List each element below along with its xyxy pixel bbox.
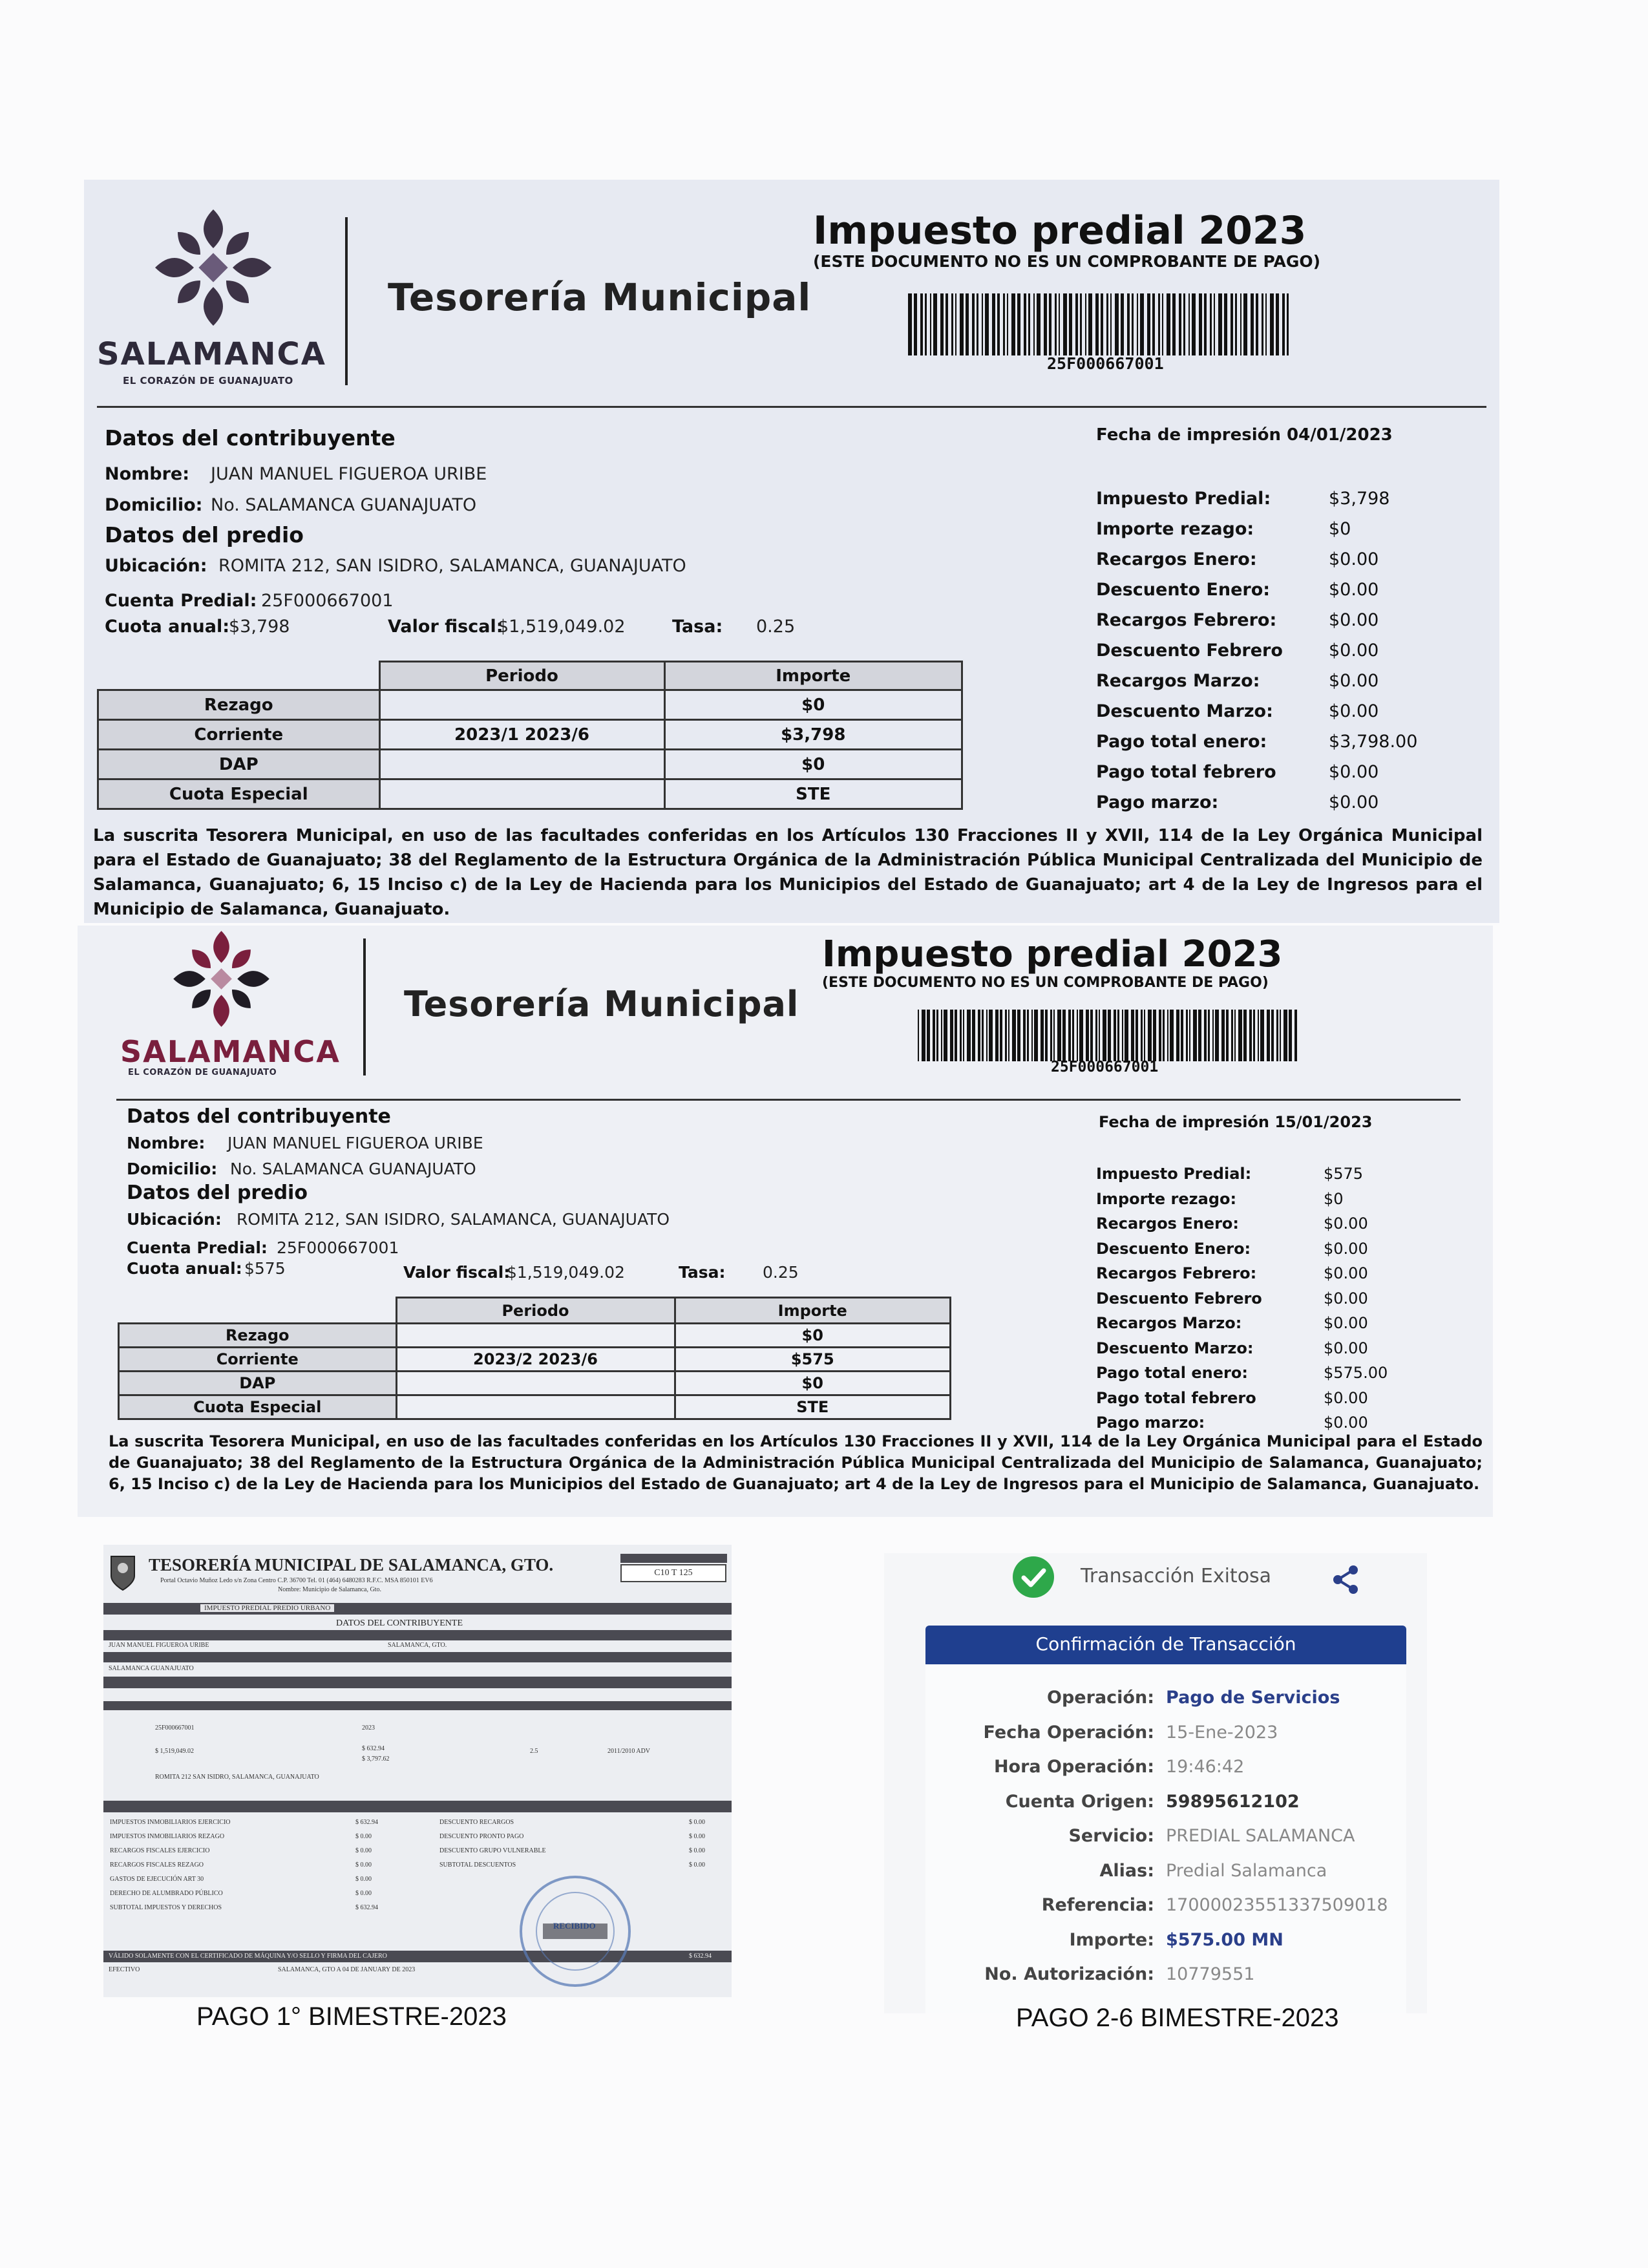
receipt-address: Portal Octavio Muñoz Ledo s/n Zona Centro C.P. 36700 Tel. 01 (464) 6480283 R.F.C. MSA 850101 EV6: [160, 1577, 433, 1584]
rate-value: 0.25: [756, 617, 796, 637]
charge-value: $ 0.00: [355, 1847, 372, 1854]
concept-cell: Rezago: [98, 690, 380, 720]
concept-text: IMPUESTO PREDIAL PREDIO URBANO: [200, 1604, 334, 1612]
summary-label: Recargos Febrero:: [1096, 1264, 1257, 1282]
receipt-value: $ 1,519,049.02: [155, 1748, 194, 1755]
property-heading: Datos del predio: [127, 1182, 308, 1204]
account-number: 25F000667001: [277, 1238, 399, 1257]
fiscal-value: $1,519,049.02: [507, 1263, 625, 1282]
fiscal-value: $1,519,049.02: [498, 617, 626, 637]
barcode-icon: [918, 1010, 1300, 1061]
name-label: Nombre:: [105, 464, 190, 484]
summary-value: $0.00: [1324, 1414, 1368, 1432]
concept-cell: DAP: [119, 1372, 397, 1395]
summary-value: $0.00: [1324, 1264, 1368, 1282]
amount-cell: $575: [675, 1348, 951, 1372]
transaction-label: Cuenta Origen:: [1005, 1791, 1154, 1812]
charge-label: RECARGOS FISCALES EJERCICIO: [110, 1847, 210, 1854]
summary-value: $0.00: [1324, 1289, 1368, 1308]
charge-value: $ 0.00: [355, 1890, 372, 1897]
summary-value: $0: [1324, 1189, 1344, 1208]
summary-value: $0.00: [1324, 1388, 1368, 1407]
summary-value: $0.00: [1329, 610, 1379, 630]
transaction-label: Servicio:: [1068, 1826, 1154, 1846]
seal-stamp-icon: [517, 1873, 633, 1989]
summary-value: $0.00: [1329, 641, 1379, 661]
doc-subtitle: (ESTE DOCUMENTO NO ES UN COMPROBANTE DE PAGO): [813, 252, 1321, 271]
receipt-account: 25F000667001: [155, 1724, 195, 1732]
amount-cell: $0: [664, 690, 962, 720]
amount-cell: STE: [675, 1395, 951, 1419]
transaction-value: 15-Ene-2023: [1166, 1722, 1278, 1743]
concept-cell: Cuota Especial: [119, 1395, 397, 1419]
fiscal-label: Valor fiscal:: [388, 617, 503, 637]
doc-subtitle: (ESTE DOCUMENTO NO ES UN COMPROBANTE DE PAGO): [822, 975, 1269, 991]
amount-cell: $0: [675, 1324, 951, 1348]
summary-value: $575: [1324, 1165, 1364, 1183]
receipt-name-line: Nombre: Municipio de Salamanca, Gto.: [278, 1586, 381, 1593]
transaction-label: Alias:: [1099, 1860, 1154, 1881]
city-date: SALAMANCA, GTO A 04 DE JANUARY DE 2023: [278, 1966, 416, 1973]
summary-value: $0.00: [1329, 671, 1379, 691]
charge-label: GASTOS DE EJECUCIÓN ART 30: [110, 1876, 204, 1883]
share-icon[interactable]: [1329, 1562, 1364, 1597]
summary-label: Descuento Febrero: [1096, 641, 1283, 661]
concept-bar: [103, 1603, 732, 1615]
header-rule: [116, 1099, 1461, 1101]
period-cell: [379, 690, 664, 720]
summary-label: Impuesto Predial:: [1096, 1165, 1252, 1183]
section-title: DATOS DEL CONTRIBUYENTE: [336, 1618, 463, 1628]
period-cell: [396, 1395, 675, 1419]
caption-first-payment: PAGO 1° BIMESTRE-2023: [196, 2002, 507, 2031]
account-label: Cuenta Predial:: [105, 591, 257, 611]
summary-label: Importe rezago:: [1096, 1189, 1237, 1208]
valid-note: VÁLIDO SOLAMENTE CON EL CERTIFICADO DE MÁQUINA Y/O SELLO Y FIRMA DEL CAJERO: [109, 1953, 387, 1960]
charge-value: $ 632.94: [355, 1904, 378, 1911]
barcode-number: 25F000667001: [1047, 354, 1164, 373]
period-cell: [379, 750, 664, 779]
concept-cell: Cuota Especial: [98, 779, 380, 809]
summary-value: $0.00: [1324, 1314, 1368, 1332]
amount-cell: $0: [664, 750, 962, 779]
receipt-emission: 2023: [362, 1724, 375, 1732]
summary-label: Pago total febrero: [1096, 762, 1276, 782]
concept-cell: Rezago: [119, 1324, 397, 1348]
taxpayer-address: No. SALAMANCA GUANAJUATO: [230, 1160, 476, 1178]
coat-of-arms-icon: [109, 1554, 137, 1591]
rate-label: Tasa:: [679, 1263, 726, 1282]
amount-header: Importe: [675, 1298, 951, 1324]
property-location: ROMITA 212, SAN ISIDRO, SALAMANCA, GUANAJUATO: [237, 1210, 670, 1229]
summary-label: Recargos Enero:: [1096, 549, 1257, 569]
concept-cell: DAP: [98, 750, 380, 779]
period-table: [97, 661, 963, 810]
concept-cell: Corriente: [98, 720, 380, 750]
address-label: Domicilio:: [105, 495, 203, 515]
doc-title: Impuesto predial 2023: [813, 208, 1307, 253]
header-divider: [345, 217, 348, 385]
taxes-bar: [103, 1801, 732, 1812]
summary-label: Descuento Enero:: [1096, 580, 1271, 600]
barcode-number: 25F000667001: [1051, 1059, 1159, 1076]
print-date: Fecha de impresión 15/01/2023: [1099, 1113, 1373, 1131]
transaction-value: 17000023551337509018: [1166, 1895, 1388, 1915]
office-name: Tesorería Municipal: [388, 275, 812, 319]
rate-label: Tasa:: [672, 617, 723, 637]
address-label: Domicilio:: [127, 1160, 218, 1178]
property-heading: Datos del predio: [105, 522, 304, 547]
header-rule: [97, 406, 1486, 408]
data-bar: [103, 1701, 732, 1710]
confirmation-header-text: Confirmación de Transacción: [1035, 1633, 1296, 1655]
amount-cell: $3,798: [664, 720, 962, 750]
period-cell: 2023/2 2023/6: [396, 1348, 675, 1372]
summary-label: Impuesto Predial:: [1096, 489, 1271, 509]
taxpayer-name: JUAN MANUEL FIGUEROA URIBE: [211, 464, 487, 484]
logo-tagline: EL CORAZÓN DE GUANAJUATO: [128, 1068, 277, 1077]
receipt-address-value: SALAMANCA GUANAJUATO: [109, 1665, 194, 1672]
charge-value: $ 0.00: [355, 1876, 372, 1883]
annual-label: Cuota anual:: [127, 1259, 242, 1278]
status-text: Transacción Exitosa: [1081, 1565, 1272, 1587]
summary-value: $3,798: [1329, 489, 1390, 509]
salamanca-logo-icon: [168, 926, 275, 1032]
summary-label: Descuento Marzo:: [1096, 1339, 1254, 1357]
summary-value: $3,798.00: [1329, 732, 1418, 752]
folio-number: C10 T 125: [620, 1564, 726, 1582]
period-table: [118, 1297, 951, 1420]
period-header: Periodo: [396, 1298, 675, 1324]
summary-label: Recargos Marzo:: [1096, 1314, 1242, 1332]
charge-label: IMPUESTOS INMOBILIARIOS EJERCICIO: [110, 1819, 231, 1826]
print-date: Fecha de impresión 04/01/2023: [1096, 425, 1393, 445]
header-divider: [363, 938, 366, 1076]
receipt-city: SALAMANCA, GTO.: [388, 1642, 447, 1649]
summary-label: Descuento Enero:: [1096, 1239, 1251, 1258]
concept-period-bar: [103, 1677, 732, 1688]
barcode-icon: [908, 293, 1296, 355]
account-number: 25F000667001: [261, 591, 394, 611]
receipt-rate: 2.5: [530, 1748, 538, 1755]
annual-label: Cuota anual:: [105, 617, 230, 637]
name-label: Nombre:: [127, 1134, 206, 1152]
receipt-amount-1: $ 632.94: [362, 1745, 385, 1752]
summary-label: Pago total febrero: [1096, 1388, 1256, 1407]
discount-value: $ 0.00: [689, 1861, 705, 1869]
summary-value: $0.00: [1329, 762, 1379, 782]
mobile-payment-confirmation: [884, 1553, 1427, 2013]
annual-fee: $3,798: [229, 617, 290, 637]
check-circle-icon: [1009, 1553, 1057, 1601]
taxpayer-bar: [103, 1630, 732, 1640]
summary-label: Pago marzo:: [1096, 1414, 1205, 1432]
logo-name: SALAMANCA: [120, 1034, 341, 1069]
summary-label: Recargos Febrero:: [1096, 610, 1277, 630]
summary-value: $0.00: [1329, 580, 1379, 600]
summary-value: $0.00: [1324, 1339, 1368, 1357]
logo-name: SALAMANCA: [97, 336, 326, 372]
period-cell: [396, 1372, 675, 1395]
discount-label: DESCUENTO PRONTO PAGO: [439, 1833, 524, 1840]
transaction-label: Operación:: [1047, 1688, 1154, 1708]
transaction-label: Hora Operación:: [993, 1757, 1154, 1777]
discount-label: DESCUENTO RECARGOS: [439, 1819, 514, 1826]
discount-label: DESCUENTO GRUPO VULNERABLE: [439, 1847, 546, 1854]
summary-value: $0.00: [1329, 701, 1379, 721]
transaction-value: 19:46:42: [1166, 1757, 1245, 1777]
taxpayer-heading: Datos del contribuyente: [105, 425, 396, 450]
location-label: Ubicación:: [127, 1210, 222, 1229]
transaction-value: $575.00 MN: [1166, 1929, 1284, 1950]
receipt-location: ROMITA 212 SAN ISIDRO, SALAMANCA, GUANAJUATO: [155, 1774, 319, 1781]
amount-header: Importe: [664, 662, 962, 690]
transaction-value: 10779551: [1166, 1964, 1255, 1984]
receipt-amount-2: $ 3,797.62: [362, 1755, 390, 1763]
charge-value: $ 0.00: [355, 1861, 372, 1869]
discount-value: $ 0.00: [689, 1847, 705, 1854]
amount-cell: STE: [664, 779, 962, 809]
period-cell: [379, 779, 664, 809]
taxpayer-heading: Datos del contribuyente: [127, 1105, 391, 1128]
amount-cell: $0: [675, 1372, 951, 1395]
summary-label: Pago total enero:: [1096, 732, 1267, 752]
summary-label: Recargos Marzo:: [1096, 671, 1260, 691]
annual-fee: $575: [244, 1259, 286, 1278]
doc-title: Impuesto predial 2023: [822, 933, 1283, 975]
summary-value: $0: [1329, 519, 1351, 539]
stamp-text: RECIBIDO: [553, 1921, 596, 1931]
transaction-label: Importe:: [1069, 1929, 1154, 1950]
transaction-label: No. Autorización:: [984, 1964, 1154, 1984]
transaction-label: Referencia:: [1041, 1895, 1154, 1915]
transaction-value: Pago de Servicios: [1166, 1688, 1340, 1708]
period-cell: [396, 1324, 675, 1348]
summary-label: Descuento Febrero: [1096, 1289, 1262, 1308]
concept-cell: Corriente: [119, 1348, 397, 1372]
charge-value: $ 0.00: [355, 1833, 372, 1840]
blank-header-cell: [98, 662, 380, 690]
summary-label: Recargos Enero:: [1096, 1214, 1240, 1233]
discount-label: SUBTOTAL DESCUENTOS: [439, 1861, 516, 1869]
summary-label: Descuento Marzo:: [1096, 701, 1273, 721]
address-bar: [103, 1652, 732, 1662]
account-label: Cuenta Predial:: [127, 1238, 268, 1257]
payment-receipt-scan: [103, 1545, 732, 1997]
rate-value: 0.25: [763, 1263, 799, 1282]
summary-label: Pago marzo:: [1096, 792, 1219, 812]
office-name: Tesorería Municipal: [404, 984, 799, 1024]
charge-label: SUBTOTAL IMPUESTOS Y DERECHOS: [110, 1904, 222, 1911]
period-cell: 2023/1 2023/6: [379, 720, 664, 750]
location-label: Ubicación:: [105, 556, 207, 576]
charge-label: RECARGOS FISCALES REZAGO: [110, 1861, 204, 1869]
charge-value: $ 632.94: [355, 1819, 378, 1826]
summary-value: $0.00: [1324, 1239, 1368, 1258]
summary-value: $0.00: [1324, 1214, 1368, 1233]
transaction-label: Fecha Operación:: [983, 1722, 1154, 1743]
summary-label: Pago total enero:: [1096, 1364, 1248, 1382]
discount-value: $ 0.00: [689, 1819, 705, 1826]
charge-label: DERECHO DE ALUMBRADO PÚBLICO: [110, 1890, 223, 1897]
taxpayer-address: No. SALAMANCA GUANAJUATO: [211, 495, 477, 515]
caption-second-payment: PAGO 2-6 BIMESTRE-2023: [1016, 2004, 1339, 2032]
period-header: Periodo: [379, 662, 664, 690]
blank-header-cell: [119, 1298, 397, 1324]
tax-statement-2023-second: [78, 926, 1493, 1517]
summary-value: $0.00: [1329, 792, 1379, 812]
receipt-year: 2011/2010 ADV: [607, 1748, 651, 1755]
salamanca-logo-icon: [149, 203, 278, 332]
receipt-title: TESORERÍA MUNICIPAL DE SALAMANCA, GTO.: [149, 1555, 554, 1574]
fiscal-label: Valor fiscal:: [403, 1263, 511, 1282]
transaction-value: Predial Salamanca: [1166, 1860, 1327, 1881]
legal-notice: La suscrita Tesorera Municipal, en uso de las facultades conferidas en los Artículos 130 Fracciones II y XVII, 114 de la Ley Orgánica Municipal para el Estado de Guanajuato; 38 del Reglamento de la Estructura Orgánica de la Administración Pública Municipal Centralizada del Municipio de Salamanca, Guanajuato; 6, 15 Inciso c) de la Ley de Hacienda para los Municipios del Estado de Guanajuato; art 4 de la Ley de Ingresos para el Municipio de Salamanca, Guanajuato.: [93, 826, 1483, 919]
tax-statement-2023-first: [84, 180, 1499, 923]
summary-label: Importe rezago:: [1096, 519, 1254, 539]
property-location: ROMITA 212, SAN ISIDRO, SALAMANCA, GUANAJUATO: [218, 556, 686, 576]
discount-value: $ 0.00: [689, 1833, 705, 1840]
transaction-value: 59895612102: [1166, 1791, 1300, 1812]
transaction-value: PREDIAL SALAMANCA: [1166, 1826, 1355, 1846]
payment-method: EFECTIVO: [109, 1966, 140, 1973]
taxpayer-name: JUAN MANUEL FIGUEROA URIBE: [227, 1134, 483, 1152]
summary-value: $0.00: [1329, 549, 1379, 569]
legal-notice: La suscrita Tesorera Municipal, en uso de las facultades conferidas en los Artículos 130 Fracciones II y XVII, 114 de la Ley Orgánica Municipal para el Estado de Guanajuato; 38 del Reglamento de la Estructura Orgánica de la Administración Pública Municipal Centralizada del Municipio de Salamanca, Guanajuato; 6, 15 Inciso c) de la Ley de Hacienda para los Municipios del Estado de Guanajuato; art 4 de la Ley de Ingresos para el Municipio de Salamanca, Guanajuato.: [109, 1432, 1483, 1493]
summary-value: $575.00: [1324, 1364, 1388, 1382]
charge-label: IMPUESTOS INMOBILIARIOS REZAGO: [110, 1833, 225, 1840]
receipt-total: $ 632.94: [689, 1953, 712, 1960]
folio-label-bar: [620, 1554, 727, 1563]
logo-tagline: EL CORAZÓN DE GUANAJUATO: [123, 375, 293, 387]
receipt-taxpayer: JUAN MANUEL FIGUEROA URIBE: [109, 1642, 209, 1649]
